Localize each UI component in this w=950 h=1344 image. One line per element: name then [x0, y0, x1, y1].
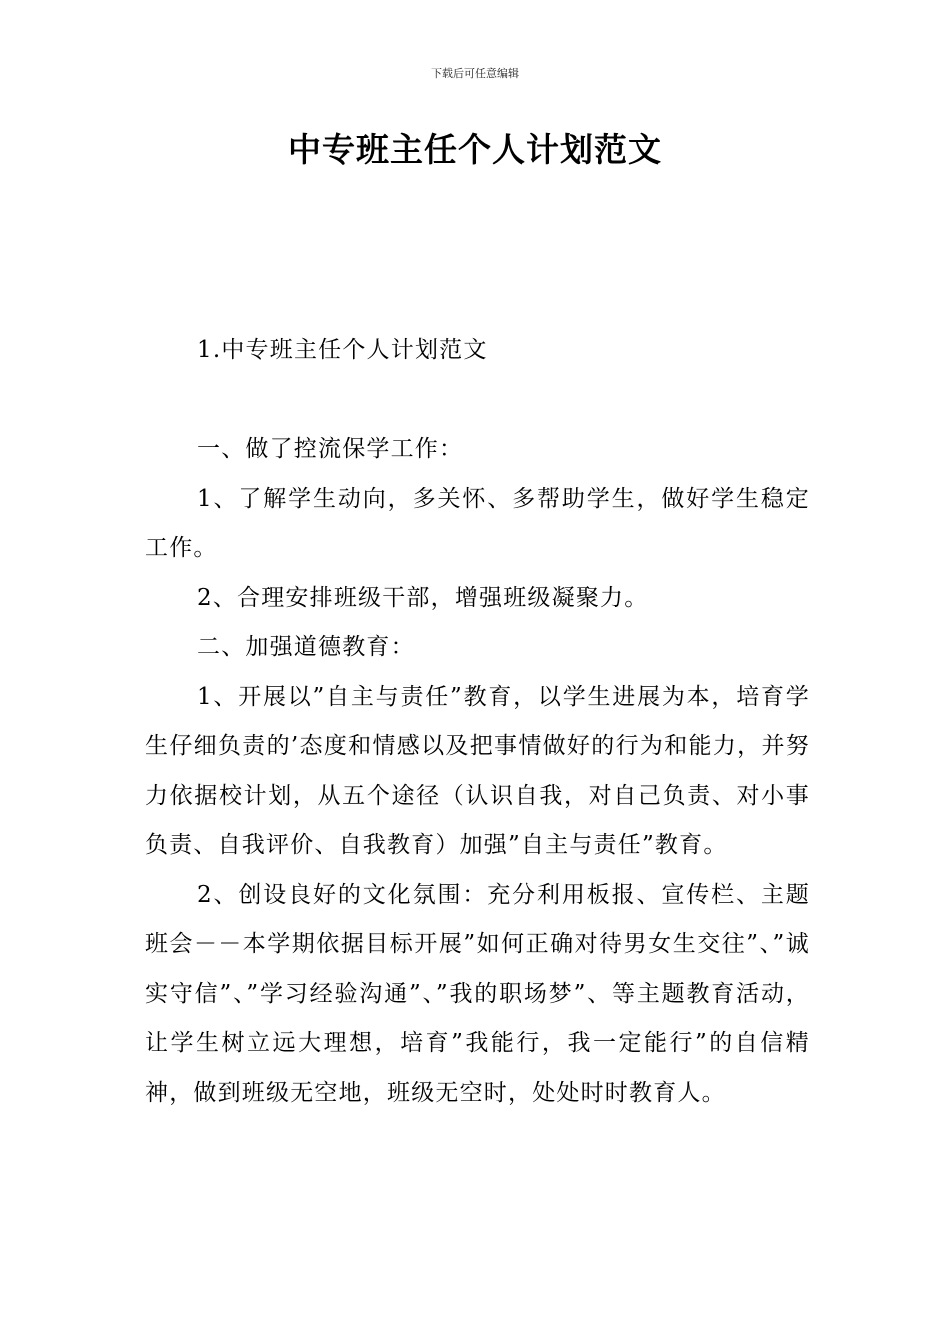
paragraph-heading-1: 一、做了控流保学工作： — [197, 436, 464, 462]
document-title: 中专班主任个人计划范文 — [288, 130, 662, 169]
paragraph: 2、合理安排班级干部，增强班级凝聚力。 — [197, 584, 649, 611]
section-title: 1.中专班主任个人计划范文 — [197, 337, 488, 363]
paragraph-heading-2: 二、加强道德教育： — [197, 634, 415, 660]
header-note: 下载后可任意编辑 — [431, 67, 519, 80]
paragraph: 1、开展以”自主与责任”教育，以学生进展为本，培育学生仔细负责的’态度和情感以及把事情做好的行为和能力，并努力依据校计划，从五个途径（认识自我，对自己负责、对小事负责、自我评价、自我教育）加强”自主与责任”教育。 — [145, 683, 810, 858]
paragraph: 2、创设良好的文化氛围：充分利用板报、宣传栏、主题班会－－本学期依据目标开展”如何正确对待男女生交往”、”诚实守信”、”学习经验沟通”、”我的职场梦”、等主题教育活动，让学生树立远大理想，培育”我能行，我一定能行”的自信精神，做到班级无空地，班级无空时，处处时时教育人。 — [145, 881, 810, 1106]
document-body — [145, 326, 810, 1118]
paragraph: 1、了解学生动向，多关怀、多帮助学生，做好学生稳定工作。 — [145, 485, 810, 561]
